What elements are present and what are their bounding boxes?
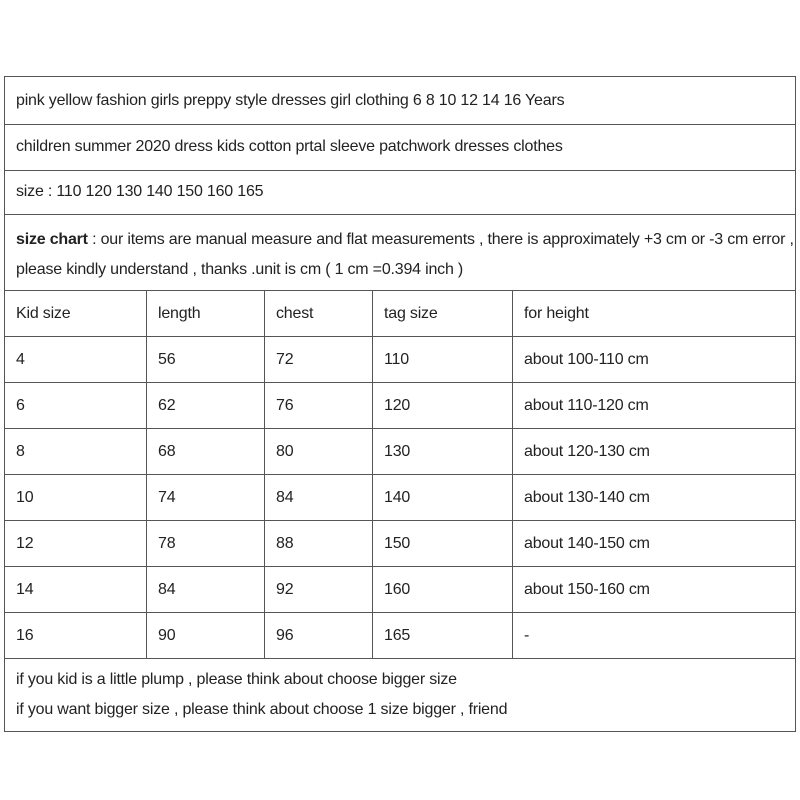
product-title-line-1: pink yellow fashion girls preppy style dresses girl clothing 6 8 10 12 14 16 Years [16, 92, 565, 109]
cell-kid-size [5, 613, 147, 658]
cell-text-kid-size: Kid size [16, 304, 71, 322]
cell-text-chest: chest [276, 304, 314, 322]
cell-text-for-height: for height [524, 304, 589, 322]
cell-text-tag-size: tag size [384, 304, 438, 322]
note-line-2: if you want bigger size , please think about choose 1 size bigger , friend [16, 701, 508, 718]
cell-for-height [513, 337, 795, 382]
cell-text-chest: 88 [276, 534, 294, 552]
cell-text-chest: 96 [276, 626, 294, 644]
cell-for-height [513, 521, 795, 566]
cell-for-height [513, 383, 795, 428]
cell-text-kid-size: 6 [16, 396, 25, 414]
cell-text-chest: 76 [276, 396, 294, 414]
cell-text-chest: 72 [276, 350, 294, 368]
size-chart-sheet [4, 76, 796, 732]
cell-for-height [513, 475, 795, 520]
cell-tag-size [373, 337, 513, 382]
cell-text-tag-size: 120 [384, 396, 411, 414]
size-chart-note-text: : our items are manual measure and flat measurements , there is approximately +3 cm or -3 cm error , [87, 231, 794, 248]
cell-kid-size [5, 567, 147, 612]
table-row [5, 613, 795, 659]
cell-tag-size [373, 429, 513, 474]
cell-text-kid-size: 12 [16, 534, 34, 552]
cell-text-for-height: about 100-110 cm [524, 350, 649, 368]
table-row [5, 567, 795, 613]
cell-length [147, 291, 265, 336]
cell-chest [265, 337, 373, 382]
cell-tag-size [373, 475, 513, 520]
cell-kid-size [5, 291, 147, 336]
cell-text-chest: 84 [276, 488, 294, 506]
cell-text-length: 74 [158, 488, 176, 506]
table-header-row [5, 291, 795, 337]
cell-for-height [513, 613, 795, 658]
cell-text-for-height: about 120-130 cm [524, 442, 650, 460]
cell-text-tag-size: 165 [384, 626, 411, 644]
cell-tag-size [373, 383, 513, 428]
cell-length [147, 475, 265, 520]
cell-text-kid-size: 8 [16, 442, 25, 460]
size-chart-label: size chart [16, 231, 88, 248]
cell-kid-size [5, 337, 147, 382]
cell-text-length: length [158, 304, 201, 322]
cell-text-kid-size: 4 [16, 350, 25, 368]
cell-text-for-height: - [524, 626, 530, 644]
table-row [5, 521, 795, 567]
cell-tag-size [373, 521, 513, 566]
cell-length [147, 383, 265, 428]
cell-chest [265, 383, 373, 428]
cell-chest [265, 475, 373, 520]
cell-chest [265, 429, 373, 474]
cell-text-for-height: about 150-160 cm [524, 580, 650, 598]
size-chart-note-line-2: please kindly understand , thanks .unit is cm ( 1 cm =0.394 inch ) [16, 261, 464, 278]
cell-tag-size [373, 291, 513, 336]
cell-text-kid-size: 10 [16, 488, 34, 506]
size-list: size : 110 120 130 140 150 160 165 [16, 183, 264, 200]
cell-text-tag-size: 140 [384, 488, 411, 506]
table-row [5, 475, 795, 521]
cell-length [147, 613, 265, 658]
cell-length [147, 337, 265, 382]
cell-text-chest: 92 [276, 580, 294, 598]
cell-text-tag-size: 130 [384, 442, 411, 460]
cell-kid-size [5, 429, 147, 474]
cell-text-kid-size: 14 [16, 580, 34, 598]
cell-text-tag-size: 110 [384, 350, 409, 368]
cell-kid-size [5, 383, 147, 428]
product-title-row [5, 77, 795, 125]
cell-text-kid-size: 16 [16, 626, 34, 644]
cell-kid-size [5, 521, 147, 566]
notes-row [5, 657, 795, 733]
cell-for-height [513, 429, 795, 474]
cell-text-length: 62 [158, 396, 176, 414]
cell-text-length: 78 [158, 534, 176, 552]
cell-chest [265, 613, 373, 658]
product-subtitle-row [5, 125, 795, 171]
cell-chest [265, 521, 373, 566]
cell-text-tag-size: 160 [384, 580, 411, 598]
cell-chest [265, 291, 373, 336]
cell-text-tag-size: 150 [384, 534, 411, 552]
table-row [5, 337, 795, 383]
cell-text-chest: 80 [276, 442, 294, 460]
cell-text-length: 56 [158, 350, 176, 368]
cell-length [147, 567, 265, 612]
cell-text-for-height: about 130-140 cm [524, 488, 650, 506]
cell-kid-size [5, 475, 147, 520]
size-chart-note-line-1 [16, 231, 794, 249]
table-row [5, 383, 795, 429]
cell-length [147, 521, 265, 566]
cell-length [147, 429, 265, 474]
size-list-row [5, 171, 795, 215]
size-chart-note-row [5, 215, 795, 291]
cell-text-length: 84 [158, 580, 176, 598]
cell-for-height [513, 567, 795, 612]
cell-text-length: 90 [158, 626, 176, 644]
cell-chest [265, 567, 373, 612]
cell-text-length: 68 [158, 442, 176, 460]
product-title-line-2: children summer 2020 dress kids cotton prtal sleeve patchwork dresses clothes [16, 138, 563, 155]
note-line-1: if you kid is a little plump , please think about choose bigger size [16, 671, 457, 688]
cell-text-for-height: about 140-150 cm [524, 534, 650, 552]
cell-tag-size [373, 567, 513, 612]
cell-tag-size [373, 613, 513, 658]
table-row [5, 429, 795, 475]
cell-for-height [513, 291, 795, 336]
cell-text-for-height: about 110-120 cm [524, 396, 649, 414]
